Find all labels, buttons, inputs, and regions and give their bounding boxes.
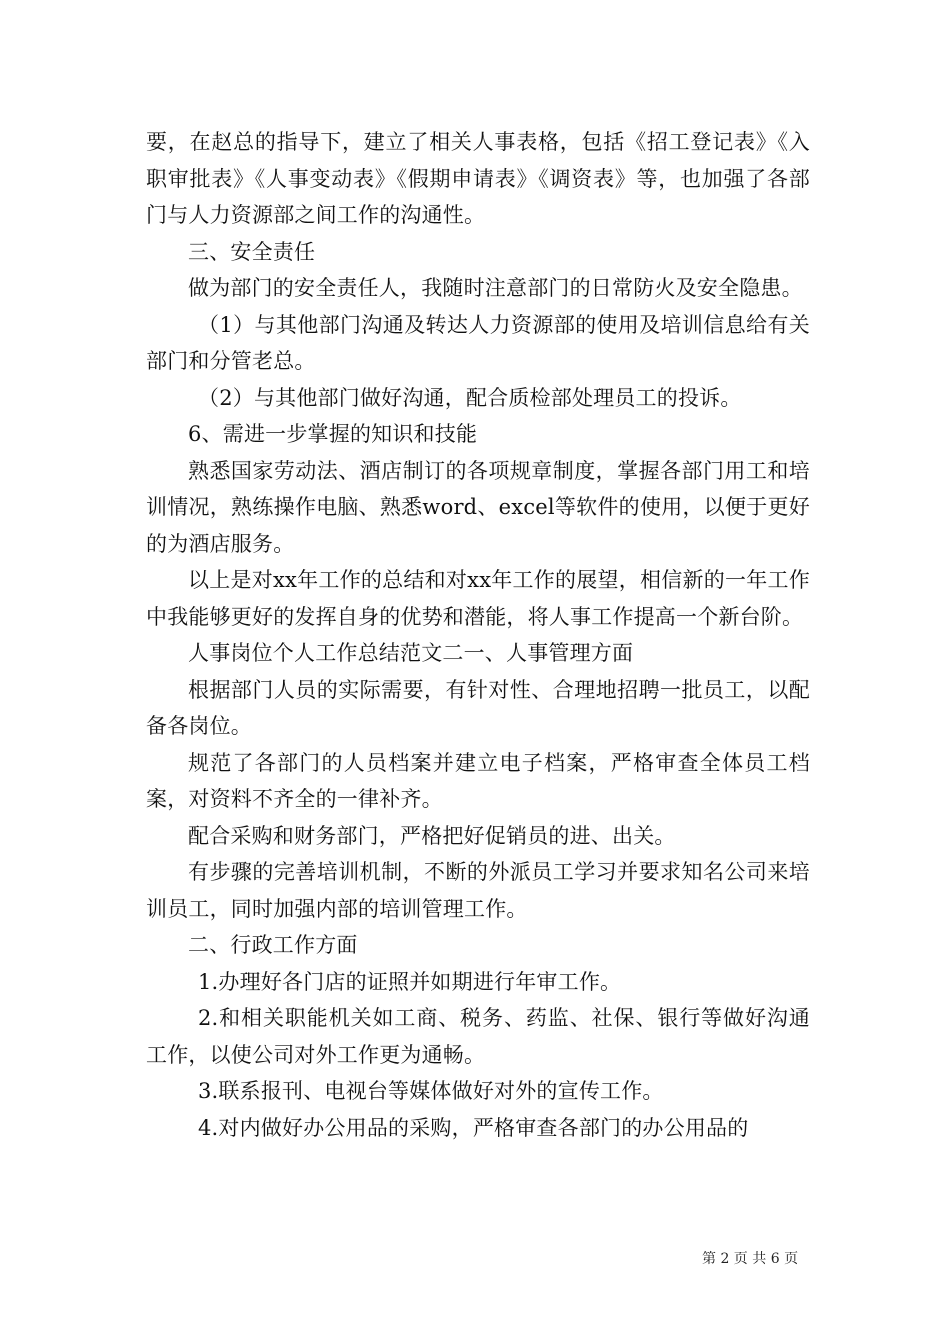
- paragraph-purchasing: 配合采购和财务部门，严格把好促销员的进、出关。: [188, 823, 676, 848]
- admin-item-1: 1.办理好各门店的证照并如期进行年审工作。: [198, 969, 622, 994]
- admin-item-3: 3.联系报刊、电视台等媒体做好对外的宣传工作。: [198, 1079, 664, 1103]
- paragraph-training: 有步骤的完善培训机制，不断的外派员工学习并要求知名公司来培训员工，同时加强内部的培训管理工作。: [146, 860, 810, 921]
- admin-item-4: 4.对内做好办公用品的采购，严格审查各部门的办公用品的: [198, 1115, 749, 1140]
- section-heading-safety: 三、安全责任: [188, 239, 316, 264]
- paragraph-skills: 熟悉国家劳动法、酒店制订的各项规章制度，掌握各部门用工和培训情况，熟练操作电脑、熟悉word、excel等软件的使用，以便于更好的为酒店服务。: [146, 458, 810, 556]
- section-heading-skills: 6、需进一步掌握的知识和技能: [188, 422, 478, 446]
- paragraph-continuation: 要，在赵总的指导下，建立了相关人事表格，包括《招工登记表》《入职审批表》《人事变动表》《假期申请表》《调资表》等，也加强了各部门与人力资源部之间工作的沟通性。: [146, 130, 810, 227]
- list-item-2: （2）与其他部门做好沟通，配合质检部处理员工的投诉。: [198, 385, 742, 410]
- paragraph-hiring: 根据部门人员的实际需要，有针对性、合理地招聘一批员工，以配备各岗位。: [146, 677, 810, 738]
- list-item-1: （1）与其他部门沟通及转达人力资源部的使用及培训信息给有关部门和分管老总。: [146, 312, 810, 373]
- paragraph-archives: 规范了各部门的人员档案并建立电子档案，严格审查全体员工档案，对资料不齐全的一律补齐。: [146, 750, 810, 811]
- section-heading-admin: 二、行政工作方面: [188, 933, 358, 957]
- admin-item-2: 2.和相关职能机关如工商、税务、药监、社保、银行等做好沟通工作，以使公司对外工作更为通畅。: [146, 1006, 810, 1067]
- paragraph-summary: 以上是对xx年工作的总结和对xx年工作的展望，相信新的一年工作中我能够更好的发挥自身的优势和潜能，将人事工作提高一个新台阶。: [146, 568, 810, 629]
- section-heading-sample-two: 人事岗位个人工作总结范文二一、人事管理方面: [188, 641, 634, 665]
- document-body: [146, 124, 810, 1146]
- paragraph-safety: 做为部门的安全责任人，我随时注意部门的日常防火及安全隐患。: [188, 276, 803, 300]
- page-number: 第 2 页 共 6 页: [702, 1251, 799, 1267]
